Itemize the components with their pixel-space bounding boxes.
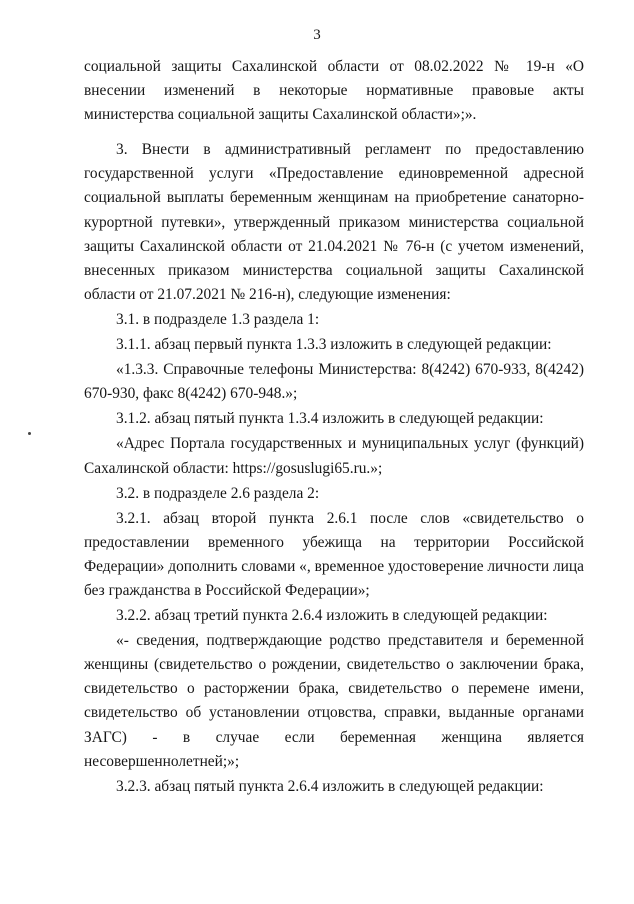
- paragraph: 3.1.2. абзац пятый пункта 1.3.4 изложить в следующей редакции:: [116, 410, 544, 428]
- paragraph: социальной защиты Сахалинской области от 08.02.2022 № 19-н «О внесении изменений в некоторые нормативные правовые акты министерства социальной защиты Сахалинской области»;».: [84, 58, 584, 124]
- paragraph: «Адрес Портала государственных и муниципальных услуг (функций) Сахалинской области: https://gosuslugi65.ru.»;: [84, 435, 584, 477]
- paragraph: «- сведения, подтверждающие родство представителя и беременной женщины (свидетельство о рождении, свидетельство о заключении брака, свидетельство о расторжении брака, свидетельство о перемене имени, свидетельство об установлении отцовства, справки, выданные органами ЗАГС) - в случае если беременная женщина является несовершеннолетней;»;: [84, 632, 584, 770]
- scan-speck: [28, 432, 31, 435]
- document-body: [84, 55, 584, 799]
- paragraph: 3.2.3. абзац пятый пункта 2.6.4 изложить в следующей редакции:: [116, 777, 544, 795]
- paragraph: 3. Внести в административный регламент по предоставлению государственной услуги «Предоставление единовременной адресной социальной выплаты беременным женщинам на приобретение санаторно-курортной путевки», утвержденный приказом министерства социальной защиты Сахалинской области от 21.04.2021 № 76-н (с учетом изменений, внесенных приказом министерства социальной защиты Сахалинской области от 21.07.2021 № 216-н), следующие изменения:: [84, 141, 584, 303]
- page-number: 3: [313, 27, 321, 43]
- paragraph: 3.2. в подразделе 2.6 раздела 2:: [116, 484, 320, 502]
- paragraph: 3.2.2. абзац третий пункта 2.6.4 изложить в следующей редакции:: [116, 607, 548, 625]
- paragraph: 3.1.1. абзац первый пункта 1.3.3 изложить в следующей редакции:: [116, 336, 552, 354]
- paragraph: «1.3.3. Справочные телефоны Министерства: 8(4242) 670-933, 8(4242) 670-930, факс 8(4242) 670-948.»;: [84, 361, 584, 403]
- paragraph: 3.2.1. абзац второй пункта 2.6.1 после слов «свидетельство о предоставлении временного убежища на территории Российской Федерации» дополнить словами «, временное удостоверение личности лица без гражданства в Российской Федерации»;: [84, 509, 584, 599]
- paragraph: 3.1. в подразделе 1.3 раздела 1:: [116, 310, 320, 328]
